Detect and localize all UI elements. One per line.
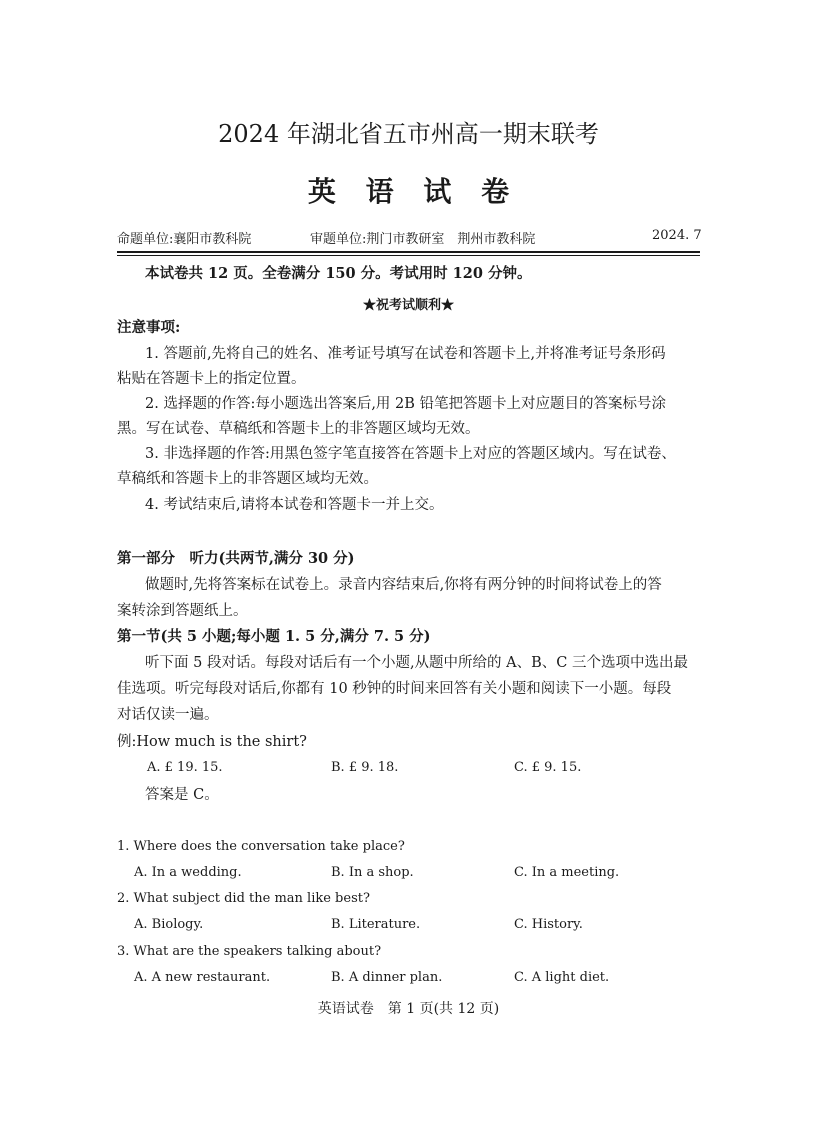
section1-instruction: 对话仅读一遍。 [117,707,219,723]
notice-item: 1. 答题前,先将自己的姓名、准考证号填写在试卷和答题卡上,并将准考证号条形码 [145,346,666,362]
question-stem: 3. What are the speakers talking about? [117,944,382,959]
exam-title: 2024 年湖北省五市州高一期末联考 [218,120,599,148]
example-question: 例:How much is the shirt? [117,734,307,750]
question-option-a: A. In a wedding. [134,865,242,880]
example-option-a: A. £ 19. 15. [147,760,223,775]
question-option-c: C. History. [514,917,583,932]
question-stem: 2. What subject did the man like best? [117,891,370,906]
author-unit: 命题单位:襄阳市教科院 [117,232,252,247]
question-option-a: A. A new restaurant. [134,970,271,985]
notice-item: 粘贴在答题卡上的指定位置。 [117,371,306,387]
part1-instruction: 案转涂到答题纸上。 [117,603,248,619]
notice-item: 2. 选择题的作答:每小题选出答案后,用 2B 铅笔把答题卡上对应题目的答案标号涂 [145,396,667,412]
section1-heading: 第一节(共 5 小题;每小题 1. 5 分,满分 7. 5 分) [117,628,431,645]
part1-instruction: 做题时,先将答案标在试卷上。录音内容结束后,你将有两分钟的时间将试卷上的答 [145,577,662,593]
question-option-c: C. In a meeting. [514,865,620,880]
example-answer: 答案是 C。 [145,787,219,803]
example-option-c: C. £ 9. 15. [514,760,582,775]
good-luck-wish: ★祝考试顺利★ [362,298,454,313]
part1-heading: 第一部分 听力(共两节,满分 30 分) [117,550,355,567]
notice-title: 注意事项: [117,319,181,336]
question-stem: 1. Where does the conversation take place? [117,839,405,854]
example-option-b: B. £ 9. 18. [331,760,399,775]
section1-instruction: 佳选项。听完每段对话后,你都有 10 秒钟的时间来回答有关小题和阅读下一小题。每段 [117,681,672,697]
review-unit: 审题单位:荆门市教研室 荆州市教科院 [310,232,536,247]
notice-item: 黑。写在试卷、草稿纸和答题卡上的非答题区域均无效。 [117,421,480,437]
question-option-b: B. Literature. [331,917,421,932]
page-footer: 英语试卷 第 1 页(共 12 页) [317,1001,500,1017]
notice-item: 草稿纸和答题卡上的非答题区域均无效。 [117,471,378,487]
question-option-b: B. In a shop. [331,865,414,880]
section1-instruction: 听下面 5 段对话。每段对话后有一个小题,从题中所给的 A、B、C 三个选项中选出最 [145,655,688,671]
header-divider [117,251,700,256]
question-option-a: A. Biology. [134,917,204,932]
notice-item: 4. 考试结束后,请将本试卷和答题卡一并上交。 [145,497,444,513]
exam-info: 本试卷共 12 页。全卷满分 150 分。考试用时 120 分钟。 [145,265,532,282]
subject-title: 英 语 试 卷 [307,175,520,208]
question-option-c: C. A light diet. [514,970,610,985]
notice-item: 3. 非选择题的作答:用黑色签字笔直接答在答题卡上对应的答题区域内。写在试卷、 [145,446,676,462]
question-option-b: B. A dinner plan. [331,970,443,985]
exam-date: 2024. 7 [652,228,702,243]
